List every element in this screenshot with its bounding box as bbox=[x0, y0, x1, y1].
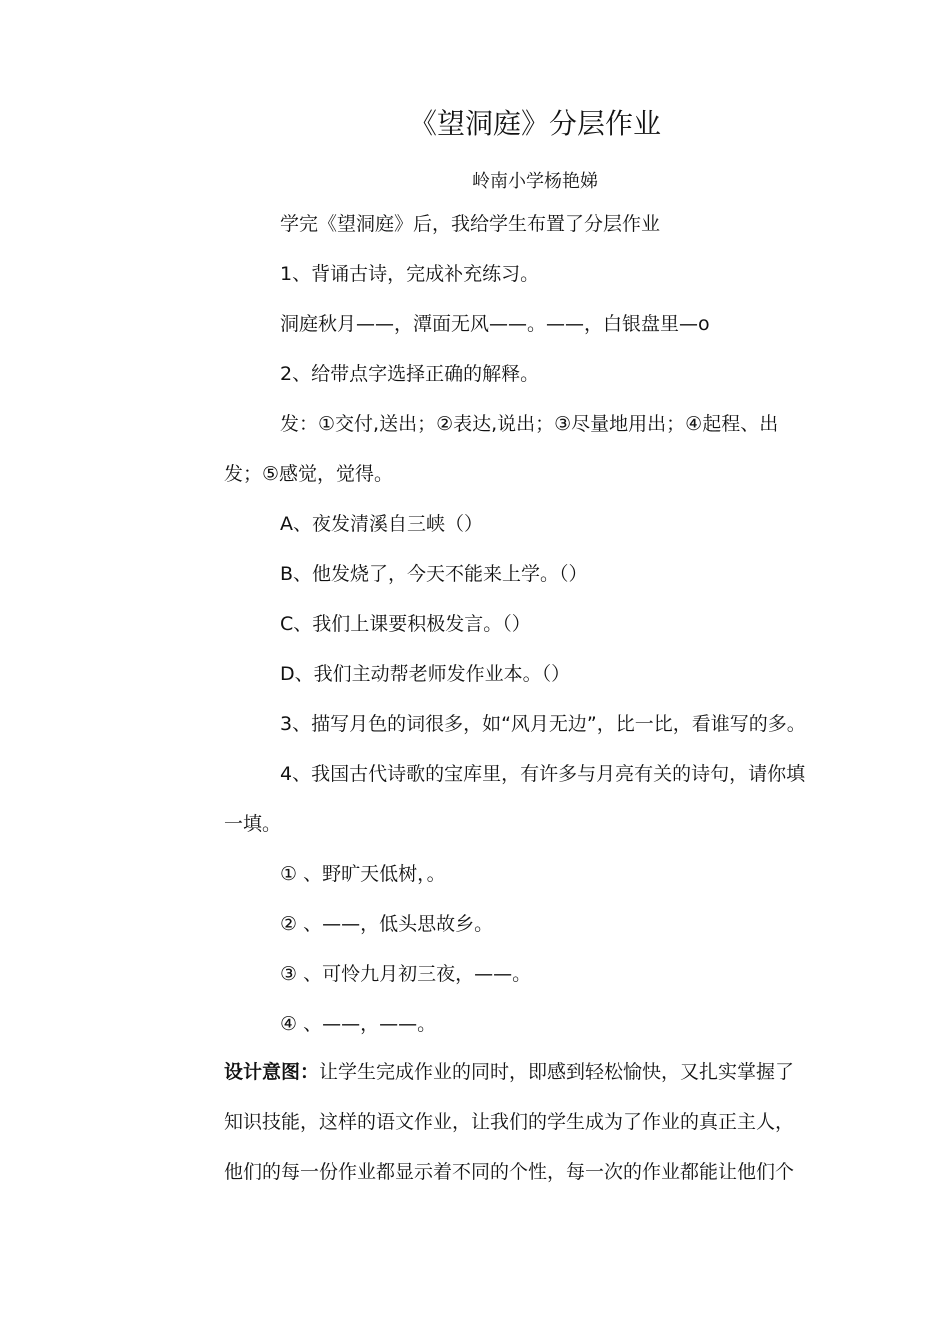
question-4-item-4: ④ 、——，——。 bbox=[280, 1013, 437, 1035]
author-line: 岭南小学杨艳娣 bbox=[472, 171, 598, 192]
design-intent-text: 让学生完成作业的同时，即感到轻松愉快，又扎实掌握了 bbox=[319, 1061, 795, 1083]
question-2-definitions: 发：①交付,送出；②表达,说出；③尽量地用出；④起程、出 bbox=[280, 413, 779, 435]
question-4-item-1: ① 、野旷天低树，。 bbox=[280, 863, 446, 885]
intro-paragraph: 学完《望洞庭》后，我给学生布置了分层作业 bbox=[280, 213, 661, 235]
document-title: 《望洞庭》分层作业 bbox=[408, 107, 661, 140]
question-2-option-c: C、我们上课要积极发言。（） bbox=[280, 613, 531, 635]
question-2-option-b: B、他发烧了，今天不能来上学。（） bbox=[280, 563, 588, 585]
design-intent-line-2: 知识技能，这样的语文作业，让我们的学生成为了作业的真正主人， bbox=[224, 1111, 795, 1133]
question-3: 3、描写月色的词很多，如“风月无边”，比一比，看谁写的多。 bbox=[280, 713, 806, 735]
question-4-cont: 一填。 bbox=[224, 813, 282, 835]
question-1-fill-blank: 洞庭秋月——，潭面无风——。——，白银盘里—o bbox=[280, 313, 710, 335]
question-2-definitions-cont: 发；⑤感觉，觉得。 bbox=[224, 463, 394, 485]
design-intent-paragraph bbox=[224, 1060, 794, 1084]
question-2-option-a: A、夜发清溪自三峡（） bbox=[280, 513, 483, 535]
question-4-item-3: ③ 、可怜九月初三夜，——。 bbox=[280, 963, 532, 985]
design-intent-line-3: 他们的每一份作业都显示着不同的个性，每一次的作业都能让他们个 bbox=[224, 1161, 795, 1183]
question-2: 2、给带点字选择正确的解释。 bbox=[280, 363, 540, 385]
question-4: 4、我国古代诗歌的宝库里，有许多与月亮有关的诗句，请你填 bbox=[280, 763, 806, 785]
question-4-item-2: ② 、——，低头思故乡。 bbox=[280, 913, 494, 935]
design-intent-label: 设计意图： bbox=[224, 1061, 320, 1083]
question-2-option-d: D、我们主动帮老师发作业本。（） bbox=[280, 663, 571, 685]
question-1: 1、背诵古诗，完成补充练习。 bbox=[280, 263, 540, 285]
